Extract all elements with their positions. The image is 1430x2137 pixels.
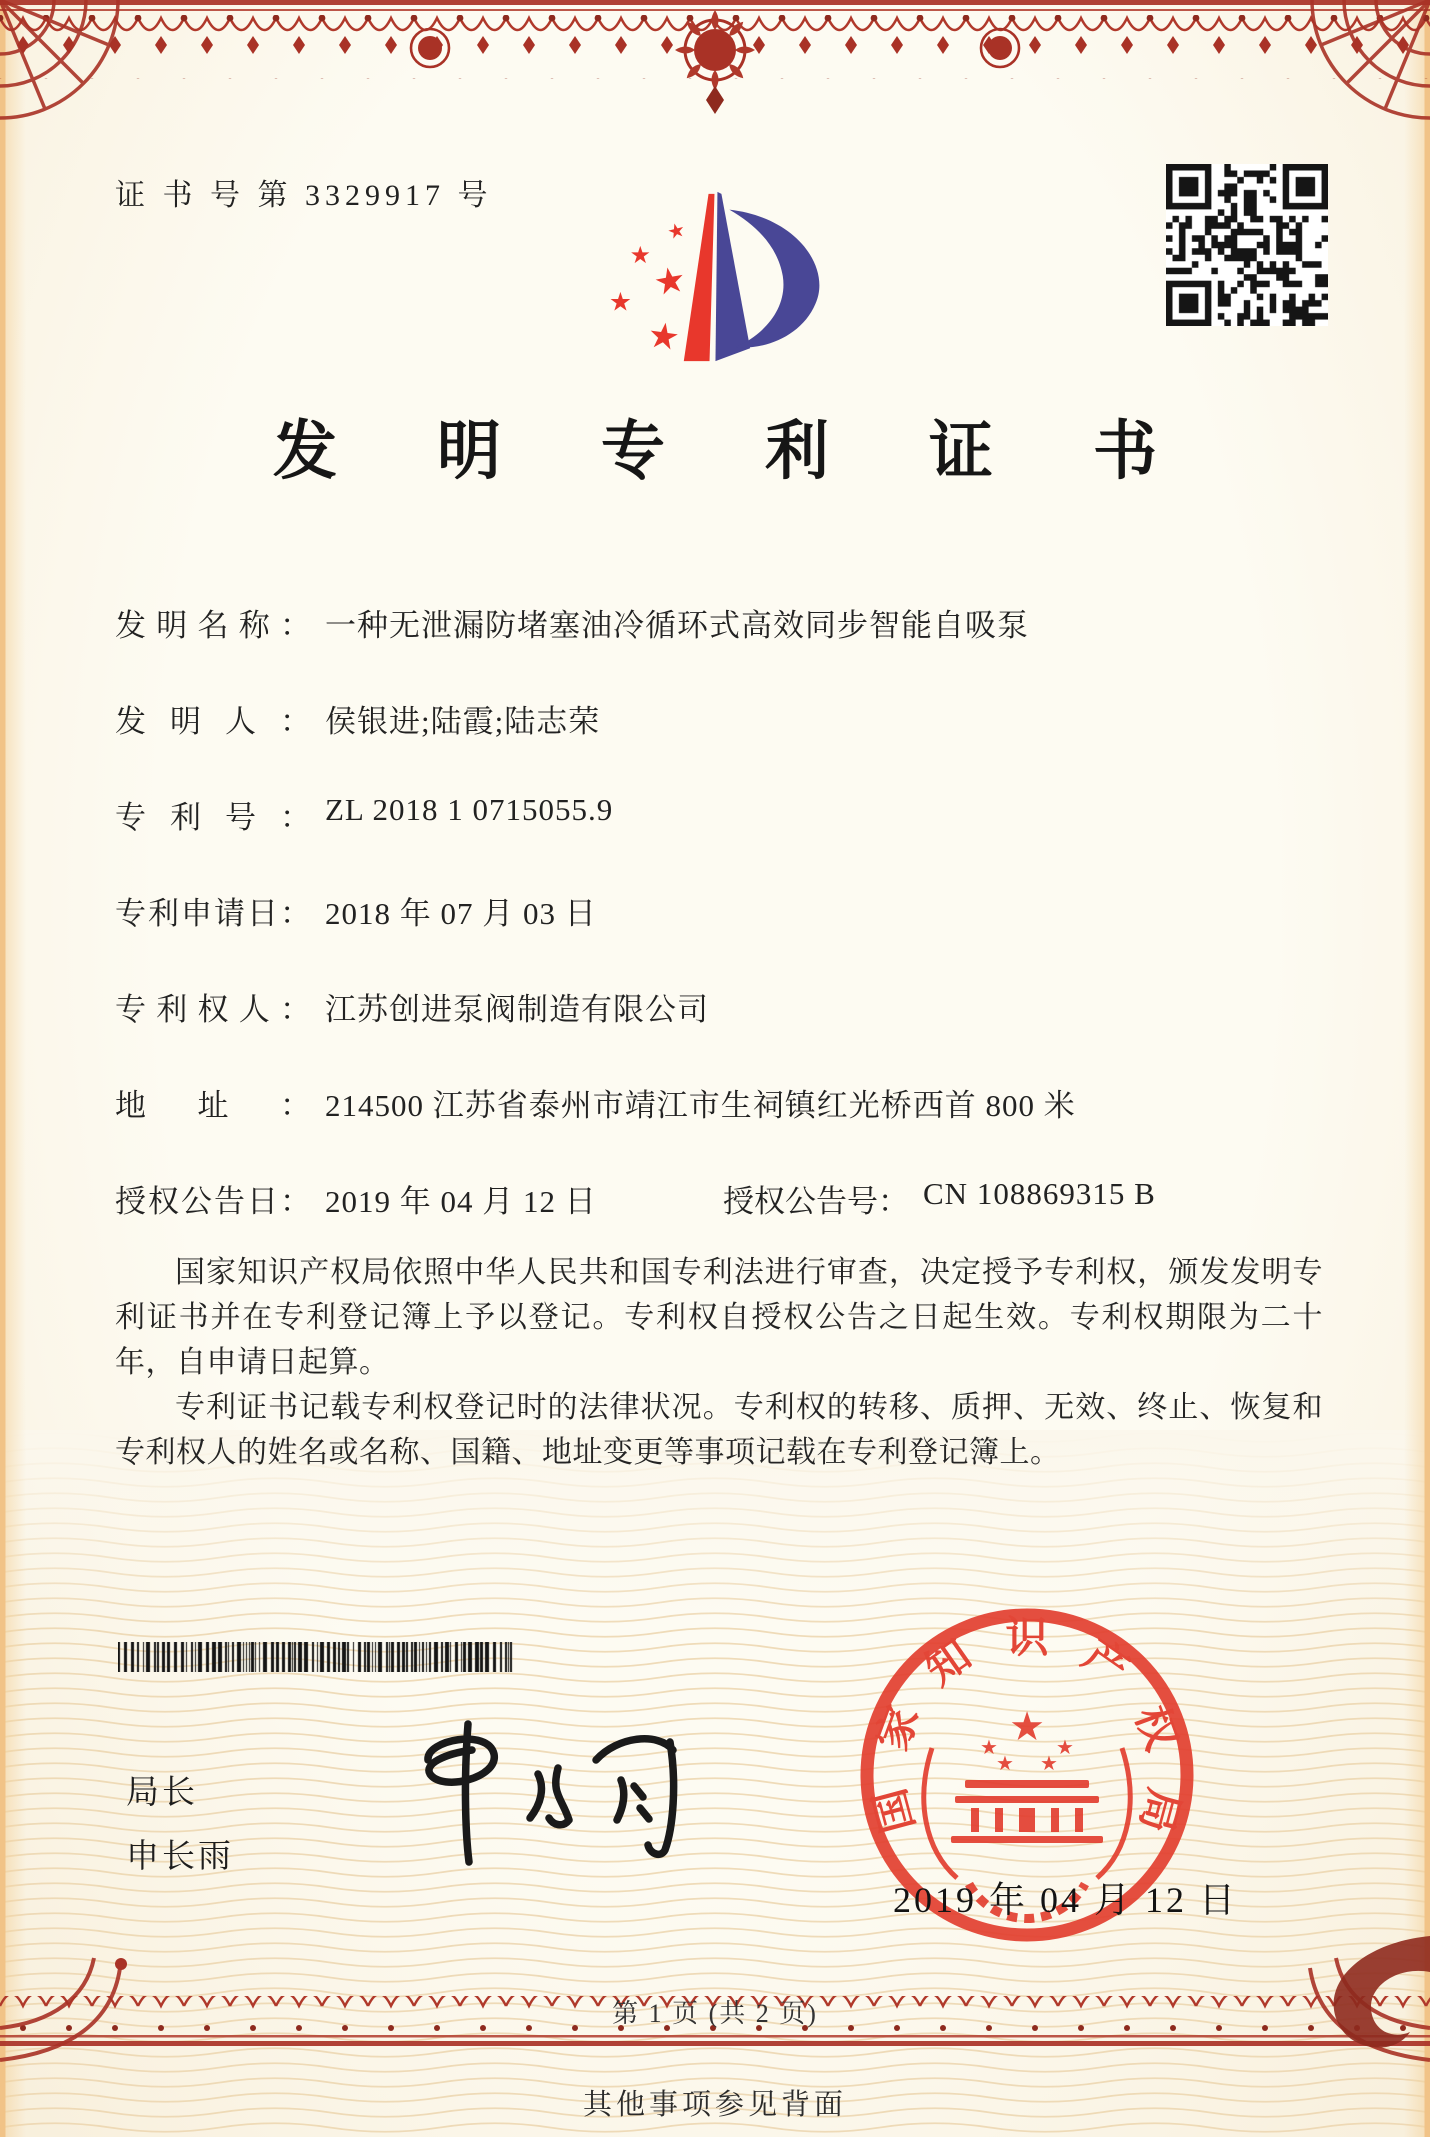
svg-text:★: ★: [1056, 1735, 1074, 1759]
field-row-address: [115, 1080, 1325, 1125]
legal-paragraph-1: 国家知识产权局依照中华人民共和国专利法进行审查，决定授予专利权，颁发发明专利证书并在专利登记簿上予以登记。专利权自授权公告之日起生效。专利权期限为二十年，自申请日起算。: [115, 1256, 1323, 1379]
legal-paragraphs: [115, 1250, 1323, 1475]
field-row-patentee: [115, 984, 1325, 1029]
field-row-grant: [115, 1176, 1325, 1221]
svg-text:★: ★: [1040, 1751, 1058, 1775]
field-value: 2018 年 07 月 03 日: [325, 896, 597, 931]
seal-date: 2019 年 04 月 12 日: [893, 1880, 1239, 1920]
field-label: 发明名称：: [115, 608, 311, 643]
svg-text:★: ★: [608, 287, 632, 318]
svg-text:★: ★: [996, 1751, 1014, 1775]
cnipa-logo-icon: [585, 178, 840, 376]
field-label: 专利权人：: [115, 992, 311, 1027]
field-label: 专利号：: [115, 800, 311, 835]
svg-text:★: ★: [650, 258, 690, 305]
field-value: 214500 江苏省泰州市靖江市生祠镇红光桥西首 800 米: [325, 1088, 1076, 1123]
qr-code: [1166, 164, 1328, 326]
field-label: 发明人：: [115, 704, 311, 739]
director-title-label: 局长: [126, 1775, 198, 1811]
svg-text:★: ★: [644, 314, 683, 360]
left-edge-vignette: [0, 0, 26, 2137]
director-name: 申长雨: [126, 1839, 234, 1875]
svg-text:★: ★: [629, 241, 651, 270]
legal-paragraph-2: 专利证书记载专利权登记时的法律状况。专利权的转移、质押、无效、终止、恢复和专利权人的姓名或名称、国籍、地址变更等事项记载在专利登记簿上。: [115, 1391, 1323, 1469]
field-row-patent-number: [115, 792, 1325, 837]
grant-date-label: 授权公告日：: [115, 1184, 311, 1219]
back-note: 其他事项参见背面: [582, 2089, 847, 2121]
field-value: 侯银进;陆霞;陆志荣: [325, 704, 601, 739]
svg-text:★: ★: [1009, 1704, 1045, 1750]
field-row-filing-date: [115, 888, 1325, 933]
field-value: ZL 2018 1 0715055.9: [325, 792, 614, 827]
field-label: 专利申请日：: [115, 896, 311, 931]
certificate-title: 发 明 专 利 证 书: [273, 416, 1199, 487]
field-label: 地址：: [115, 1088, 311, 1123]
bottom-border-ornament: [0, 1900, 1430, 2070]
page-indicator: 第 1 页 (共 2 页): [612, 1999, 818, 2028]
director-signature: [372, 1698, 712, 1893]
logo-p-mark: [684, 192, 820, 361]
top-border-ornament: [0, 0, 1430, 128]
grant-number-label: 授权公告号：: [723, 1184, 909, 1219]
svg-text:★: ★: [664, 217, 688, 245]
logo-stars-icon: [609, 218, 689, 360]
seal-ring-text: 国 家 知 识 产 权 局: [866, 1615, 1188, 1838]
svg-text:★: ★: [980, 1735, 998, 1759]
field-row-inventors: [115, 696, 1325, 741]
right-edge-vignette: [1404, 0, 1430, 2137]
barcode: [118, 1642, 516, 1672]
field-value: 一种无泄漏防堵塞油冷循环式高效同步智能自吸泵: [325, 608, 1029, 643]
grant-date-value: 2019 年 04 月 12 日: [325, 1184, 597, 1219]
certificate-number: 证 书 号 第 3329917 号: [115, 179, 493, 212]
grant-number-value: CN 108869315 B: [923, 1176, 1156, 1211]
field-value: 江苏创进泵阀制造有限公司: [325, 992, 709, 1027]
field-row-invention-name: [115, 600, 1325, 645]
